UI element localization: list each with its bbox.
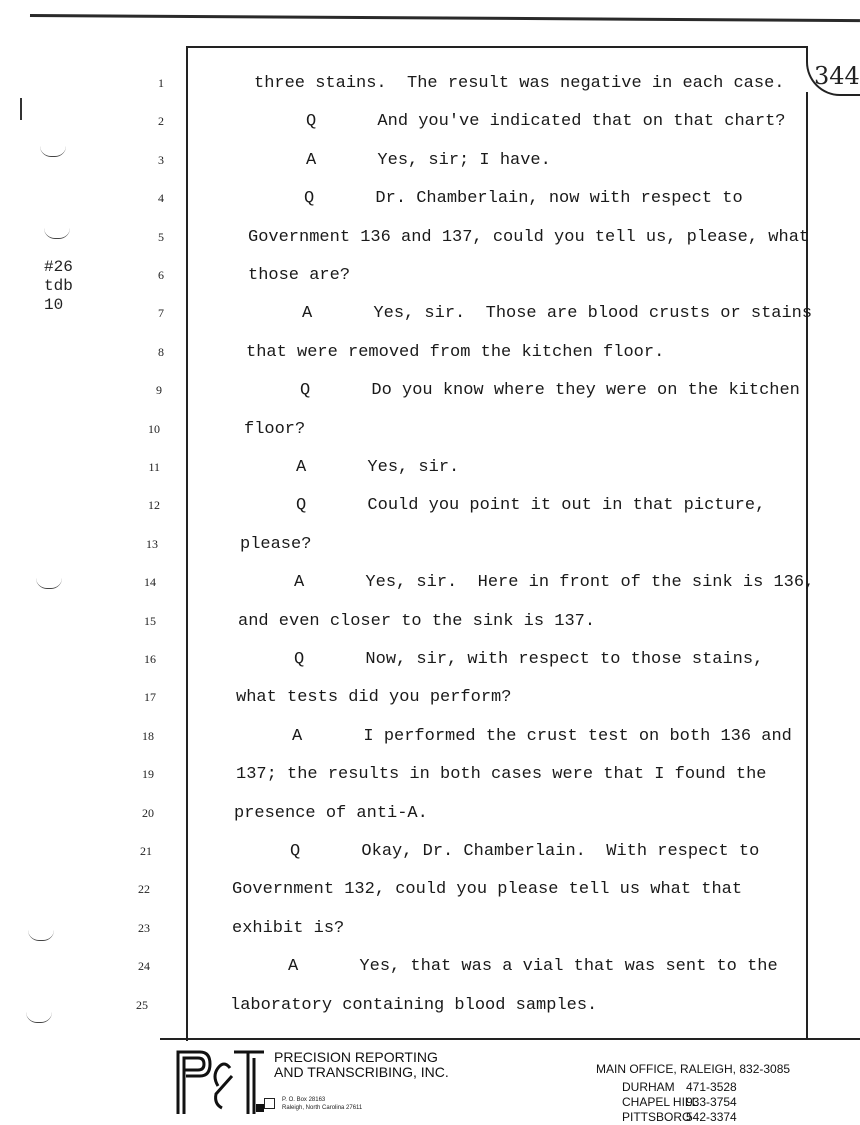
line-number: 19 [142,767,154,782]
transcript-line: what tests did you perform? [236,688,512,708]
transcript-line: A Yes, that was a vial that was sent to the [288,957,778,977]
line-number: 18 [142,728,154,743]
transcript-line: A Yes, sir. Those are blood crusts or stains [302,304,813,324]
transcript-line: Government 136 and 137, could you tell us, please, what [248,227,810,247]
line-number: 7 [158,306,164,321]
line-number: 4 [158,191,164,206]
branch-phone: 542-3374 [686,1110,737,1124]
transcript-line: that were removed from the kitchen floor. [246,342,665,362]
transcript-line: Q Dr. Chamberlain, now with respect to [304,189,743,209]
line-number: 25 [136,997,148,1012]
transcript-line: please? [240,534,312,554]
line-number: 6 [158,268,164,282]
margin-mark [26,1012,52,1023]
transcript-line: Q Now, sir, with respect to those stains, [294,650,764,669]
transcript-line: those are? [248,266,351,285]
branch-office [622,1080,737,1095]
line-number: 21 [140,844,152,858]
line-number: 22 [138,882,150,897]
margin-note-line: #26 [44,258,73,276]
branch-phone: 471-3528 [686,1080,737,1094]
line-number: 9 [156,383,162,398]
transcript-line: Government 132, could you please tell us what that [232,880,743,900]
margin-mark [44,228,70,239]
margin-mark [28,930,54,941]
transcript-line: presence of anti-A. [234,803,428,823]
company-name [274,1050,449,1080]
branch-offices [622,1080,737,1125]
transcript-line: exhibit is? [232,918,345,938]
transcript-line: three stains. The result was negative in each case. [254,74,785,93]
main-office: MAIN OFFICE, RALEIGH, 832-3085 [596,1062,791,1076]
margin-mark [40,146,66,157]
branch-phone: 933-3754 [686,1095,737,1109]
margin-note-line: 10 [44,296,64,314]
line-number: 5 [158,229,164,244]
transcript-line: and even closer to the sink is 137. [238,611,596,631]
company-name-line: PRECISION REPORTING [274,1049,438,1065]
margin-mark [36,578,62,589]
line-number: 3 [158,152,164,167]
line-number: 10 [148,421,160,436]
line-number: 24 [138,959,150,974]
top-rule [30,14,860,22]
line-number: 1 [158,76,164,90]
line-number: 14 [144,575,156,590]
frame-left-border [186,46,188,1041]
line-number: 2 [158,114,164,129]
frame-bottom-border [160,1038,860,1040]
transcript-line: Q Do you know where they were on the kitchen [300,381,800,401]
checkbox-mark [264,1098,275,1109]
address-line: P. O. Box 28163 [282,1097,326,1103]
line-number: 20 [142,805,154,820]
line-number: 13 [146,536,158,551]
branch-city: CHAPEL HILL [622,1095,699,1109]
transcript-line: A Yes, sir. Here in front of the sink is 136, [294,573,815,593]
margin-note [44,258,73,315]
branch-office [622,1095,737,1110]
transcript-line: floor? [244,419,306,439]
transcript-line: A I performed the crust test on both 136 and [292,726,792,746]
company-name-line: AND TRANSCRIBING, INC. [274,1064,449,1080]
line-number: 8 [158,344,164,359]
transcript-line: A Yes, sir. [296,458,460,477]
frame-top-border [186,46,806,48]
line-number: 12 [148,498,160,513]
branch-city: PITTSBORO [622,1110,692,1124]
margin-mark [20,98,22,120]
line-number: 15 [144,613,156,628]
company-address [282,1096,362,1112]
transcript-line: Q Could you point it out in that picture, [296,496,766,516]
transcript-line: Q Okay, Dr. Chamberlain. With respect to [290,842,760,861]
line-number: 16 [144,652,156,666]
line-number: 23 [138,920,150,935]
transcript-line: 137; the results in both cases were that I found the [236,765,767,785]
reporter-logo-icon [174,1046,266,1116]
branch-city: DURHAM [622,1080,675,1094]
line-number: 11 [148,460,160,474]
line-number: 17 [144,690,156,705]
page-number: 344 [814,62,860,90]
transcript-line: A Yes, sir; I have. [306,150,551,170]
transcript-line: Q And you've indicated that on that chart? [306,112,786,132]
margin-note-line: tdb [44,277,73,295]
transcript-line: laboratory containing blood samples. [230,995,598,1015]
address-line: Raleigh, North Carolina 27611 [282,1105,363,1111]
